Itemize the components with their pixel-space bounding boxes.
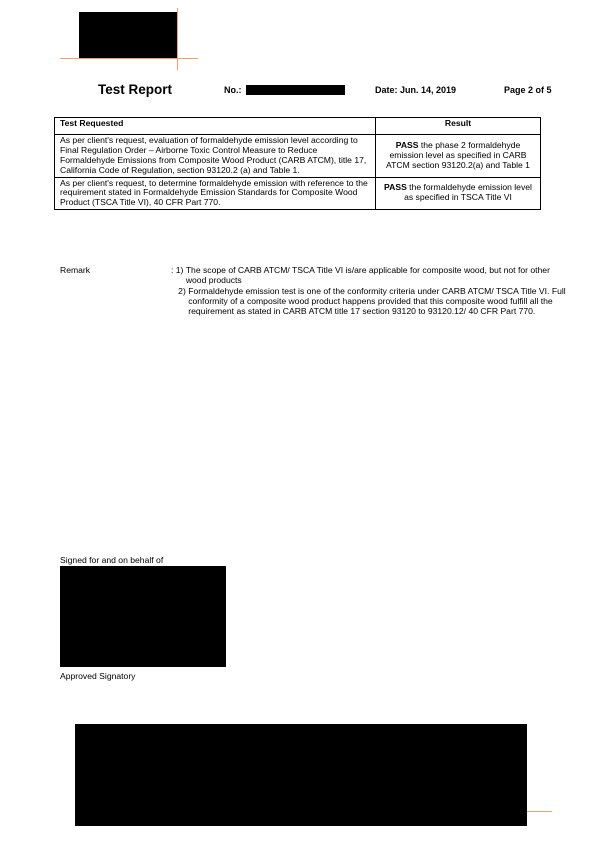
report-number-label: No.: xyxy=(224,85,242,95)
report-number-redaction xyxy=(246,85,345,95)
table-header-row xyxy=(55,118,541,135)
column-header-result: Result xyxy=(376,118,541,135)
test-requested-cell: As per client's request, to determine formaldehyde emission with reference to the requirement stated in Formaldehyde Emission Standards for Composite Wood Product (TSCA Title VI), 40 CFR Part 770. xyxy=(55,177,376,210)
result-text: the phase 2 formaldehyde emission level as specified in CARB ATCM section 93120.2(a) and Table 1 xyxy=(386,139,530,170)
approved-signatory-text: Approved Signatory xyxy=(60,671,136,681)
pass-label: PASS xyxy=(384,182,407,193)
report-title: Test Report xyxy=(98,82,173,97)
column-header-test-requested: Test Requested xyxy=(55,118,376,135)
remark-item xyxy=(171,265,566,286)
footer-accent-line xyxy=(527,811,552,812)
result-text: the formaldehyde emission level as specified in TSCA Title VI xyxy=(404,182,532,203)
logo-redaction xyxy=(79,12,178,58)
remark-item xyxy=(171,286,566,317)
table-row xyxy=(55,177,541,210)
test-requested-cell: As per client's request, evaluation of formaldehyde emission level according to Final Regulation Order – Airborne Toxic Control Measure to Reduce Formaldehyde Emissions from Composite Wood Product (CARB ATCM), title 17, California Code of Regulation, section 93120.2 (a) and Table 1. xyxy=(55,135,376,178)
report-date: Date: Jun. 14, 2019 xyxy=(375,85,457,95)
signed-on-behalf-text: Signed for and on behalf of xyxy=(60,555,164,565)
results-table xyxy=(54,117,541,210)
pass-label: PASS xyxy=(395,139,419,150)
signature-redaction xyxy=(60,566,226,667)
result-cell xyxy=(376,177,541,210)
footer-redaction xyxy=(75,724,527,826)
remark-number: 2) xyxy=(171,285,189,296)
remark-text: The scope of CARB ATCM/ TSCA Title VI is/are applicable for composite wood, but not for other wood products xyxy=(185,265,550,286)
table-row xyxy=(55,135,541,178)
crop-mark-vertical xyxy=(177,8,178,70)
remark-label: Remark xyxy=(60,265,91,275)
result-cell xyxy=(376,135,541,178)
remark-number: : 1) xyxy=(171,265,186,275)
remark-text: Formaldehyde emission test is one of the conformity criteria under CARB ATCM/ TSCA Title VI. Full conformity of a composite wood product happens provided that this composite wood fulfill all the requirement as stated in CARB ATCM title 17 section 93120 to 93120.12/ 40 CFR Part 770. xyxy=(188,285,566,317)
page-number: Page 2 of 5 xyxy=(504,85,552,95)
remark-list xyxy=(171,265,566,317)
